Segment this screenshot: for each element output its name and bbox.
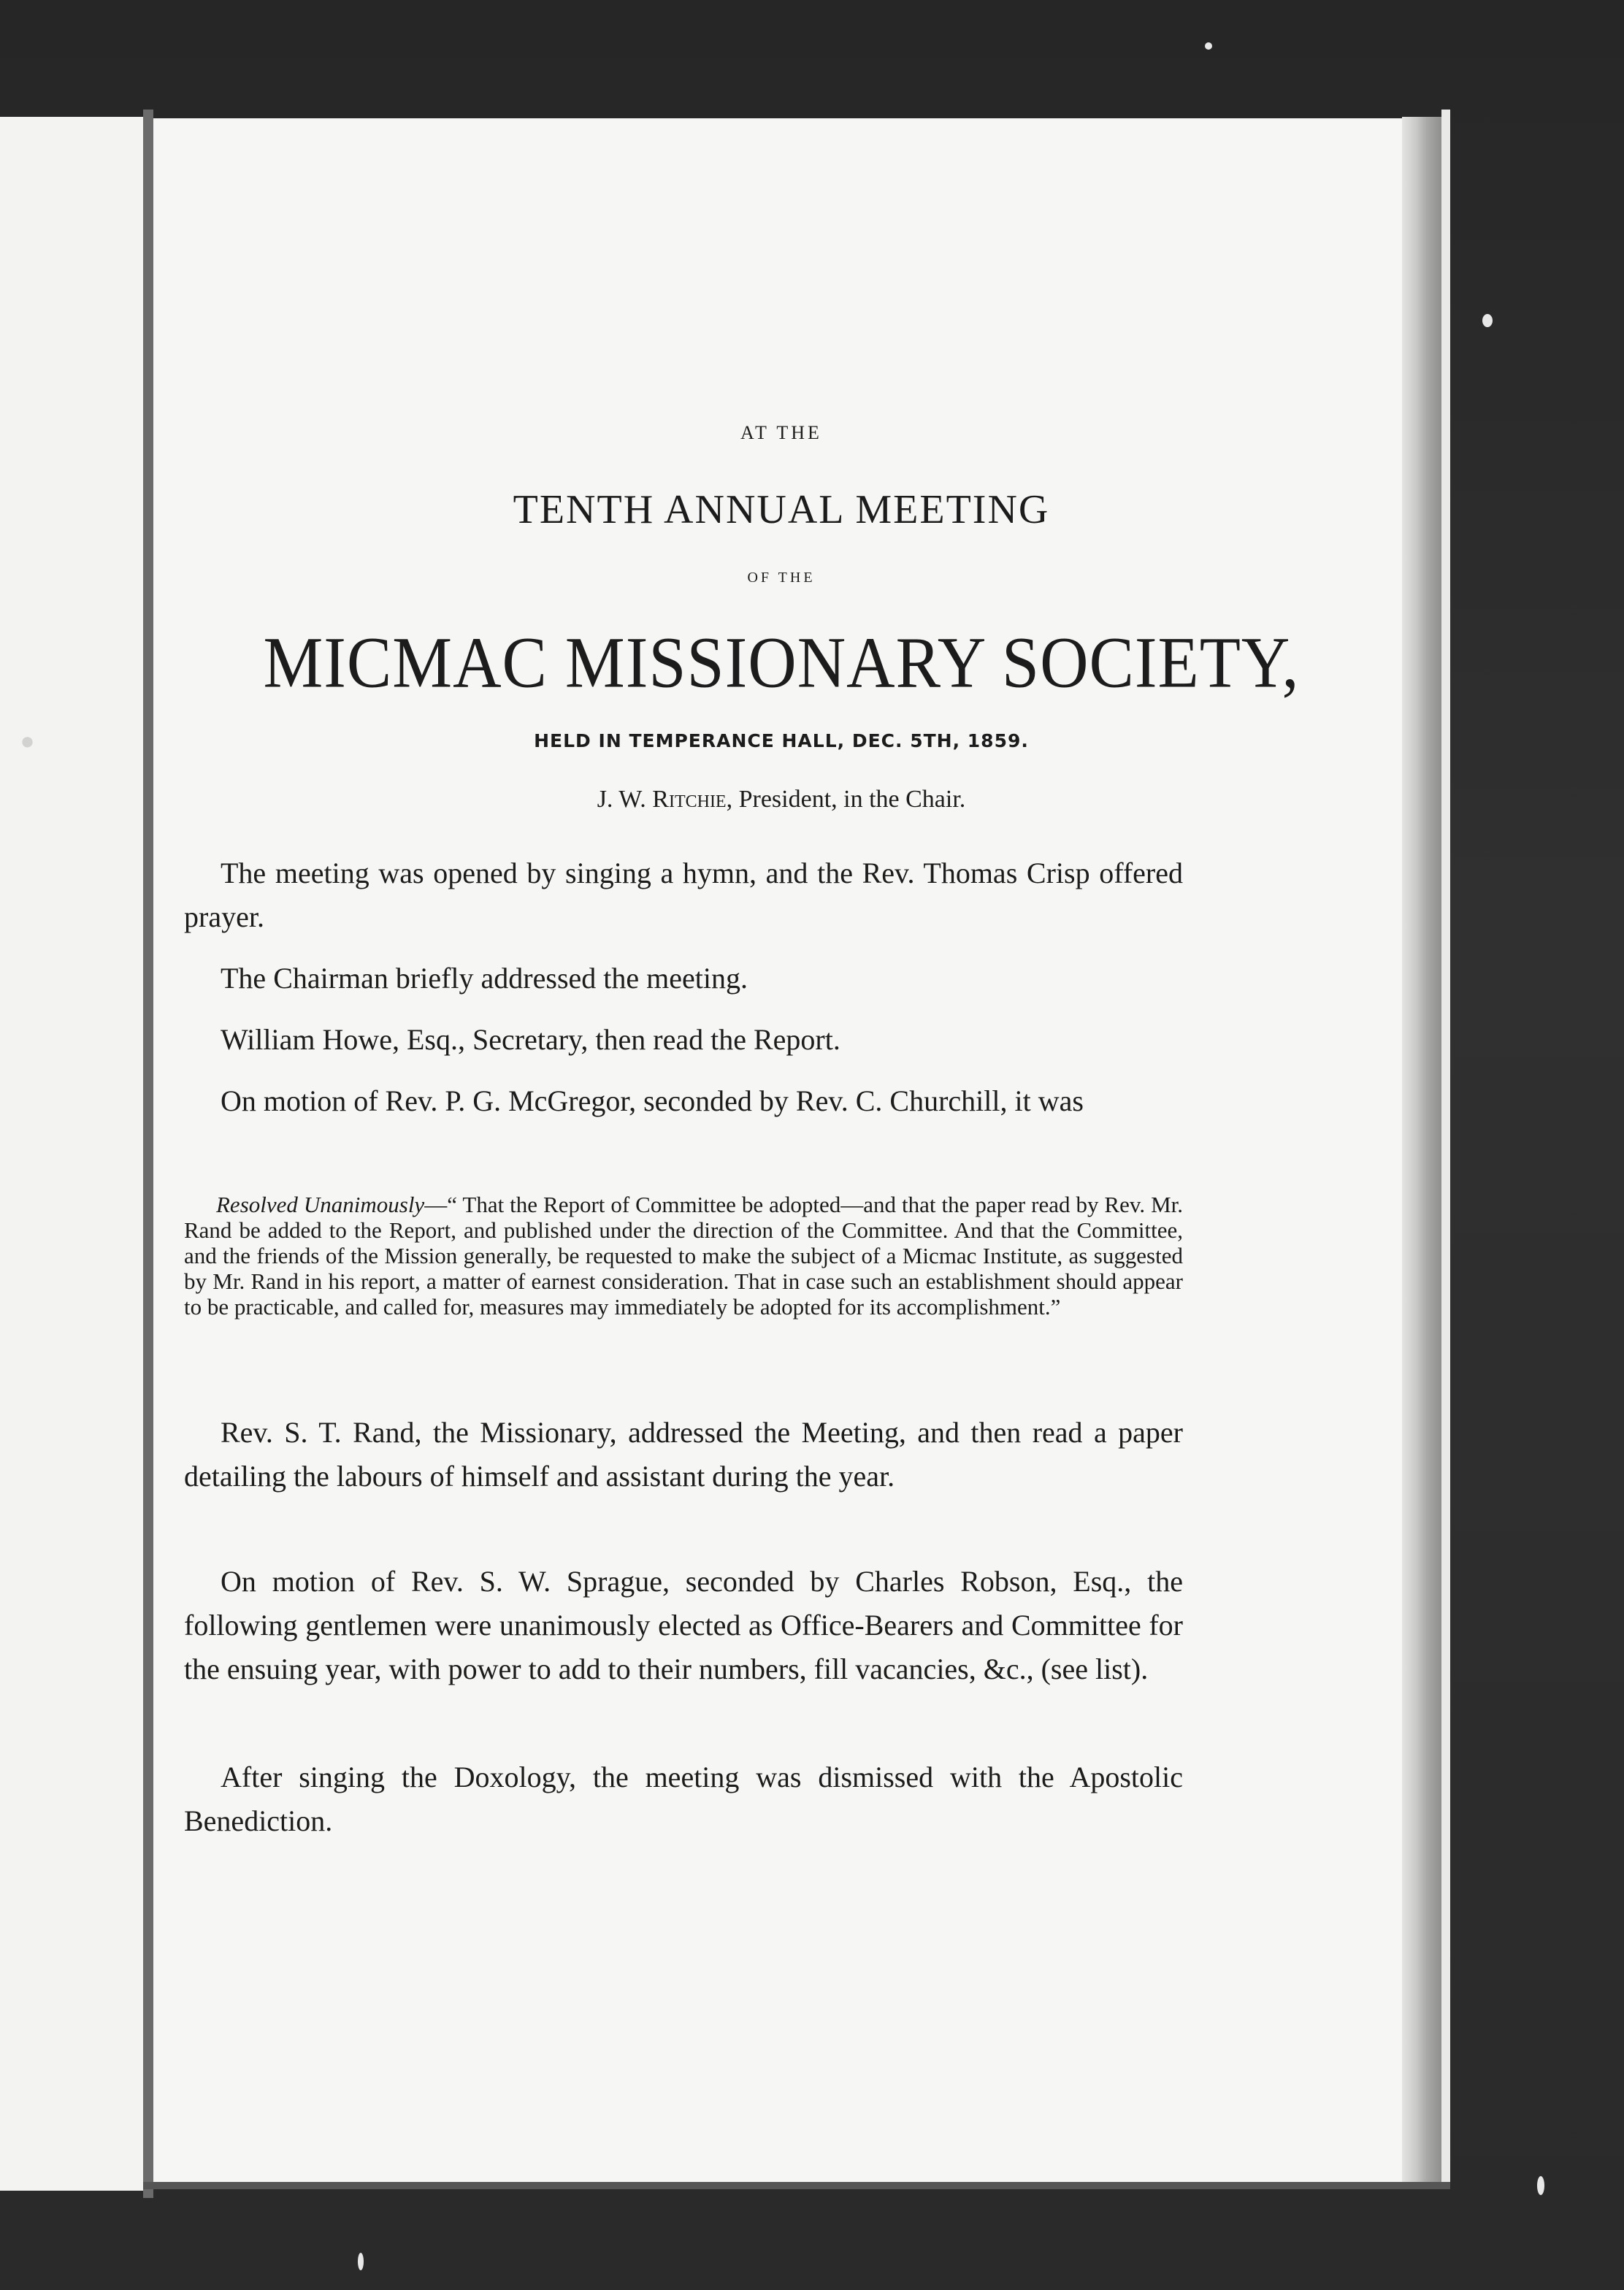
book-gutter [143,110,153,2198]
paragraph-missionary: Rev. S. T. Rand, the Missionary, addressed the Meeting, and then read a paper detailing the labours of himself and assistant during the year. [184,1416,1183,1493]
page-bottom-shadow [143,2182,1450,2189]
title-of: OF THE [747,570,816,586]
paragraph-motion-1: On motion of Rev. P. G. McGregor, seconded by Rev. C. Churchill, it was [221,1084,1084,1117]
facing-page [0,117,148,2191]
meeting-location: HELD IN TEMPERANCE HALL, DEC. 5TH, 1859. [534,730,1029,751]
chair-name: J. W. Ritchie, [597,786,733,813]
page-edge-light [1441,110,1450,2187]
chair-role: President, in the Chair. [732,786,966,813]
paragraph-motion-2: On motion of Rev. S. W. Sprague, seconded by Charles Robson, Esq., the following gentlemen were unanimously elected as Office-Bearers and Committee for the ensuing year, with power to add to their numbers, fill vacancies, &c., (see list). [184,1565,1183,1685]
chair-line [153,786,1409,813]
page-title: MICMAC MISSIONARY SOCIETY, [263,622,1300,703]
pretitle: AT THE [740,422,822,443]
paragraph-chairman: The Chairman briefly addressed the meeting. [221,962,748,995]
paragraph-closing: After singing the Doxology, the meeting was dismissed with the Apostolic Benediction. [184,1761,1183,1837]
paragraph-opening: The meeting was opened by singing a hymn, and the Rev. Thomas Crisp offered prayer. [184,857,1183,933]
title-line-1: TENTH ANNUAL MEETING [513,487,1050,532]
dust-speck [358,2253,364,2270]
resolution-label: Resolved Unanimously [216,1192,425,1217]
bleed-through-mark: . [15,672,40,765]
resolution-text: —“ That the Report of Committee be adopted—and that the paper read by Rev. Mr. Rand be added to the Report, and published under the direction of the Committee. And that the Committee, and the friends of the Mission generally, be requested to make the subject of a Micmac Institute, as suggested by Mr. Rand in his report, a matter of earnest consideration. That in case such an establishment should appear to be practicable, and called for, measures may immediately be adopted for its accomplishment.” [184,1192,1184,1320]
dust-speck [1537,2176,1544,2195]
paragraph-secretary: William Howe, Esq., Secretary, then read the Report. [221,1023,840,1056]
dust-speck [1482,314,1493,327]
resolution [184,1192,1183,1320]
dust-speck [1205,42,1212,50]
